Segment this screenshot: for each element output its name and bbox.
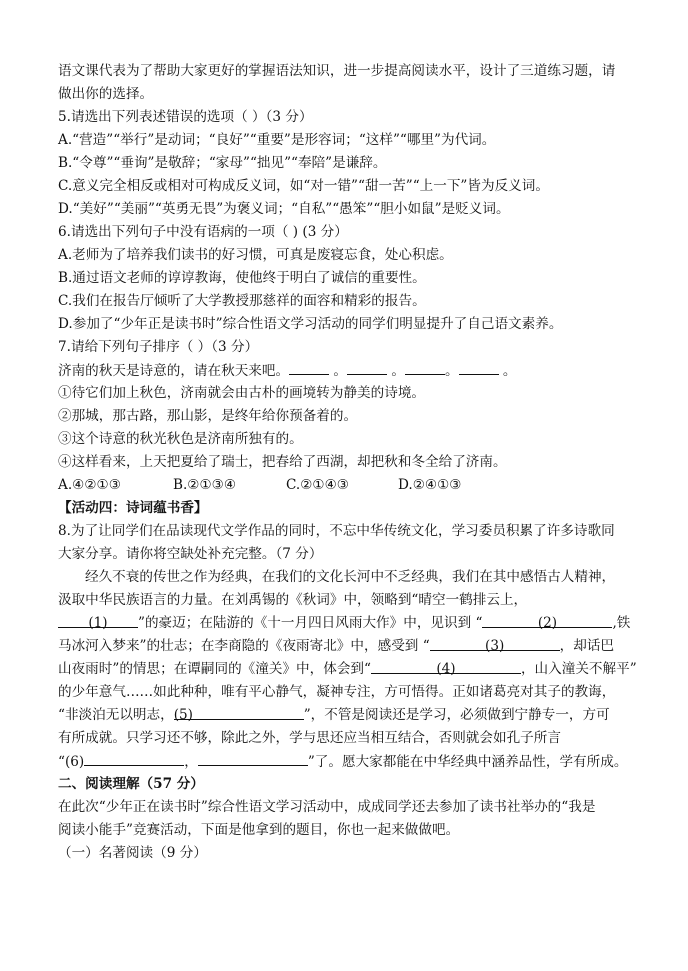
section-2-intro-line-2: 阅读小能手”竞赛活动，下面是他拿到的题目，你也一起来做做吧。 bbox=[58, 822, 460, 838]
q7-blank-2 bbox=[347, 359, 387, 375]
q8-text-after-blank-2: ,铁 bbox=[612, 615, 631, 631]
q6-option-a: A.老师为了培养我们读书的好习惯，可真是废寝忘食，处心积虑。 bbox=[58, 247, 453, 263]
q7-option-d: D.②④①③ bbox=[398, 477, 462, 493]
section-2-title: 二、阅读理解（57 分） bbox=[58, 776, 204, 792]
q7-option-c: C.②①④③ bbox=[286, 477, 349, 493]
q7-sentence-3: ③这个诗意的秋光秋色是济南所独有的。 bbox=[58, 431, 303, 447]
q8-para-line-8: 有所成就。只学习还不够，除此之外，学与思还应当相互结合，否则就会如孔子所言 bbox=[58, 730, 561, 746]
q6-option-b: B.通过语文老师的谆谆教诲，使他终于明白了诚信的重要性。 bbox=[58, 270, 426, 286]
q5-option-c: C.意义完全相反或相对可构成反义词，如“对一错”“甜一苦”“上一下”皆为反义词。 bbox=[58, 178, 549, 194]
q8-blank-6-label: “(6) bbox=[58, 754, 85, 770]
q7-blank-3 bbox=[405, 359, 445, 375]
q8-para-line-9 bbox=[58, 750, 627, 773]
q8-para-line-6: 的少年意气……如此种种，唯有平心静气，凝神专注，方可悟得。正如诸葛亮对其子的教诲， bbox=[58, 684, 616, 700]
q8-para-line-2: 汲取中华民族语言的力量。在刘禹锡的《秋词》中，领略到“晴空一鹤排云上， bbox=[58, 592, 528, 608]
intro-line-2: 做出你的选择。 bbox=[58, 86, 154, 102]
q8-text-after-blank-6: ”了。愿大家都能在中华经典中涵养品性，学有所成。 bbox=[307, 754, 628, 770]
q7-lead-line: 济南的秋天是诗意的，请在秋天来吧。 。 。 。 。 bbox=[58, 359, 516, 382]
q6-stem: 6.请选出下列句子中没有语病的一项（ ) (3 分） bbox=[58, 224, 348, 240]
q6-option-d: D.参加了“少年正是读书时”综合性语文学习活动的同学们明显提升了自己语文素养。 bbox=[58, 316, 563, 332]
q7-blank-4 bbox=[459, 359, 499, 375]
q8-stem-line-1: 8.为了让同学们在品读现代文学作品的同时，不忘中华传统文化，学习委员积累了许多诗歌同 bbox=[58, 523, 615, 539]
q7-option-b: B.②①③④ bbox=[173, 477, 237, 493]
q7-blank-1 bbox=[289, 359, 329, 375]
q7-stem: 7.请给下列句子排序（ ）（3 分） bbox=[58, 339, 259, 355]
section-2-intro-line-1: 在此次“少年正在读书时”综合性语文学习活动中，成成同学还去参加了读书社举办的“我是 bbox=[58, 799, 596, 815]
q8-para-line-3 bbox=[58, 612, 630, 634]
q8-stem-line-2: 大家分享。请你将空缺处补充完整。（7 分） bbox=[58, 546, 323, 562]
q7-sentence-4: ④这样看来，上天把夏给了瑞士，把春给了西湖，却把秋和冬全给了济南。 bbox=[58, 454, 507, 470]
q7-sentence-2: ②那城，那古路，那山影，是终年给你预备着的。 bbox=[58, 408, 358, 424]
q8-blank-6b bbox=[198, 750, 308, 766]
q8-para-line-7 bbox=[58, 704, 610, 726]
q5-option-b: B.“令尊”“垂询”是敬辞；“家母”“拙见”“奉陪”是谦辞。 bbox=[58, 155, 387, 171]
q8-text-after-blank-4: ，山入潼关不解平” bbox=[520, 661, 637, 677]
q5-option-d: D.“美好”“美丽”“英勇无畏”为褒义词；“自私”“愚笨”“胆小如鼠”是贬义词。 bbox=[58, 201, 510, 217]
q8-text-before-blank-3: 马冰河入梦来”的壮志；在李商隐的《夜雨寄北》中，感受到 “ bbox=[58, 638, 430, 654]
q7-lead-text: 济南的秋天是诗意的，请在秋天来吧。 bbox=[58, 363, 290, 379]
q8-comma: ， bbox=[184, 754, 198, 770]
q8-blank-6a bbox=[84, 750, 184, 766]
q8-blank-4: (4) bbox=[371, 658, 521, 674]
q5-option-a: A.“营造”“举行”是动词；“良好”“重要”是形容词；“这样”“哪里”为代词。 bbox=[58, 132, 496, 148]
q8-text-after-blank-5: ”，不管是阅读还是学习，必须做到宁静专一，方可 bbox=[303, 707, 610, 723]
q8-blank-3: (3) bbox=[430, 635, 560, 651]
q6-option-c: C.我们在报告厅倾听了大学教授那慈祥的面容和精彩的报告。 bbox=[58, 293, 426, 309]
q8-text-before-blank-5: “非淡泊无以明志， bbox=[58, 707, 174, 723]
q8-text-after-blank-1: ”的豪迈；在陆游的《十一月四日风雨大作》中，见识到 “ bbox=[138, 615, 483, 631]
intro-line-1: 语文课代表为了帮助大家更好的掌握语法知识，进一步提高阅读水平，设计了三道练习题，请 bbox=[58, 63, 616, 79]
q8-para-line-4 bbox=[58, 635, 614, 657]
q8-blank-5: (5) bbox=[174, 704, 304, 720]
q8-text-after-blank-3: ，却话巴 bbox=[559, 638, 615, 654]
q8-text-before-blank-4: 山夜雨时”的情思；在谭嗣同的《潼关》中，体会到“ bbox=[58, 661, 371, 677]
q8-para-line-1: 经久不衰的传世之作为经典，在我们的文化长河中不乏经典，我们在其中感悟古人精神， bbox=[85, 569, 616, 585]
section-2-sub-1: （一）名著阅读（9 分） bbox=[58, 845, 207, 861]
q8-blank-2: (2) bbox=[482, 612, 612, 628]
q8-blank-1: (1) bbox=[58, 612, 138, 628]
activity-4-title: 【活动四：诗词蕴书香】 bbox=[58, 500, 208, 516]
q5-stem: 5.请选出下列表述错误的选项（ ）（3 分） bbox=[58, 109, 313, 125]
q7-sentence-1: ①待它们加上秋色，济南就会由古朴的画境转为静美的诗境。 bbox=[58, 385, 426, 401]
q7-option-a: A.④②①③ bbox=[58, 477, 121, 493]
q8-para-line-5 bbox=[58, 658, 637, 680]
